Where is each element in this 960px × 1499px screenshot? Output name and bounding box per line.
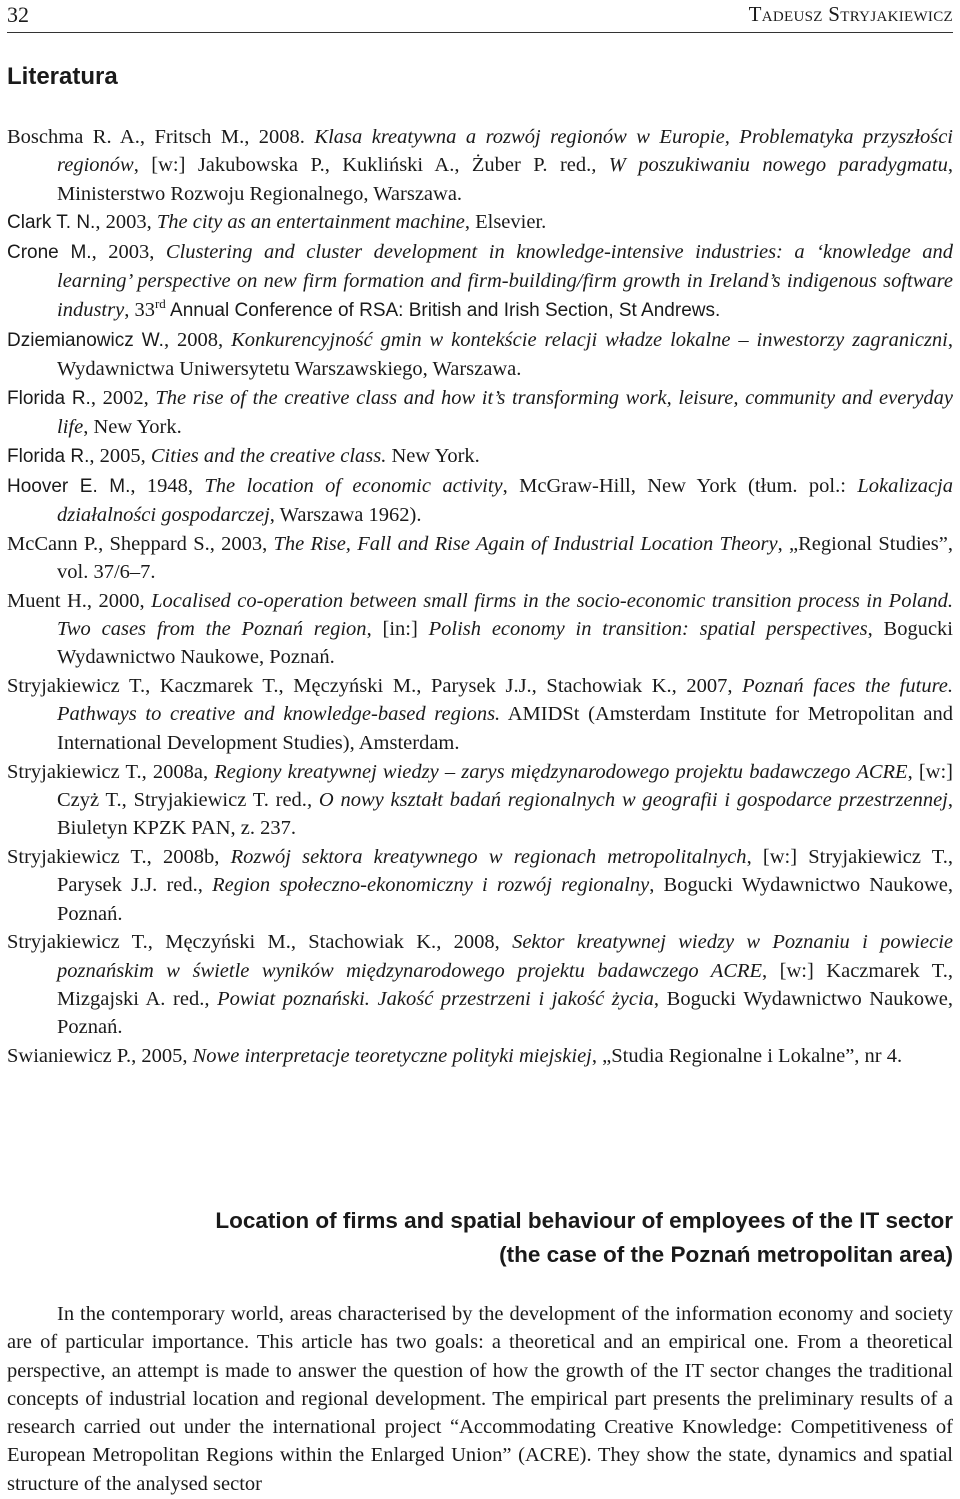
- reference-segment: Stryjakiewicz T., Kaczmarek T., Męczyński M., Parysek J.J., Stachowiak K.: [7, 675, 672, 698]
- ref-boschma: [7, 123, 953, 208]
- ref-florida-2002: [7, 384, 953, 442]
- reference-segment: Regiony kreatywnej wiedzy – zarys międzynarodowego projektu badawczego ACRE: [214, 760, 908, 783]
- reference-segment: The rise of the creative class and how it’s transforming work, leisure, community and everyday life: [57, 386, 954, 438]
- reference-segment: Localised co-operation between small firms in the socio-economic transition process in Poland. Two cases from the Poznań region: [57, 589, 954, 641]
- reference-segment: , 2005,: [131, 1045, 193, 1067]
- reference-segment: , 2003,: [91, 241, 166, 264]
- reference-segment: The city as an entertainment machine: [156, 211, 465, 234]
- reference-segment: , 2002,: [90, 386, 156, 409]
- reference-segment: Crone M.: [7, 242, 92, 264]
- reference-segment: Stryjakiewicz T., Męczyński M., Stachowiak K.: [7, 931, 437, 954]
- reference-segment: , 2008a,: [141, 760, 215, 783]
- reference-segment: , 33: [124, 298, 155, 321]
- reference-segment: Clark T. N.: [7, 212, 96, 234]
- ref-crone: [7, 238, 953, 325]
- ref-swianiewicz: [7, 1042, 953, 1070]
- page-number: 32: [7, 2, 29, 27]
- ref-stryjakiewicz-2008c: [7, 928, 953, 1041]
- reference-segment: Konkurencyjność gmin w kontekście relacji władze lokalne – inwestorzy zagraniczni: [231, 328, 948, 351]
- reference-segment: , [w:] Stryjakiewicz T., Parysek J.J. red.: [57, 845, 954, 897]
- reference-segment: , 2000,: [86, 589, 152, 612]
- ref-florida-2005: [7, 442, 953, 471]
- ref-stryjakiewicz-2008b: [7, 843, 953, 928]
- page-header: [7, 0, 953, 33]
- reference-segment: , [w:] Czyż T., Stryjakiewicz T. red.: [57, 760, 954, 811]
- reference-segment: , 2008,: [436, 931, 513, 954]
- reference-segment: Stryjakiewicz T.: [7, 845, 147, 868]
- reference-segment: , [w:] Kaczmarek T., Mizgajski A. red.: [57, 959, 954, 1010]
- reference-segment: Swianiewicz P.: [7, 1045, 132, 1067]
- reference-segment: Florida R.: [7, 445, 90, 467]
- reference-segment: Hoover E. M.: [7, 475, 131, 497]
- reference-segment: , Ministerstwo Rozwoju Regionalnego, Warszawa.: [57, 154, 953, 205]
- ref-stryjakiewicz-2007: [7, 672, 953, 757]
- reference-segment: Rozwój sektora kreatywnego w regionach metropolitalnych: [230, 845, 747, 868]
- abstract-title: [7, 1204, 953, 1272]
- section-title: Literatura: [7, 63, 118, 90]
- running-head-author: Tadeusz Stryjakiewicz: [748, 2, 953, 26]
- reference-segment: Stryjakiewicz T.: [7, 760, 142, 783]
- ref-stryjakiewicz-2008a: [7, 758, 953, 843]
- abstract-title-line2: (the case of the Poznań metropolitan area): [499, 1242, 953, 1267]
- reference-segment: , Elsevier.: [464, 211, 547, 234]
- reference-segment: , 2007,: [671, 675, 743, 698]
- reference-segment: , 1948,: [130, 474, 205, 497]
- reference-segment: The location of economic activity: [204, 474, 503, 497]
- reference-segment: , 2008,: [163, 328, 232, 351]
- reference-segment: , Powiat poznański. Jakość przestrzeni i jakość życia: [204, 987, 654, 1010]
- reference-segment: , Wydawnictwa Uniwersytetu Warszawskiego, Warszawa.: [57, 328, 953, 380]
- reference-segment: Dziemianowicz W.: [7, 329, 164, 351]
- reference-segment: , Bogucki Wydawnictwo Naukowe, Poznań.: [57, 874, 953, 925]
- reference-segment: , W poszukiwaniu nowego paradygmatu: [591, 154, 948, 177]
- reference-segment: , 2003,: [209, 532, 274, 555]
- reference-segment: Nowe interpretacje teoretyczne polityki miejskiej: [192, 1045, 592, 1067]
- abstract-text: In the contemporary world, areas characterised by the development of the information economy and society are of particular importance. This article has two goals: a theoretical and an empirical one. From a theoretical perspective, an attempt is made to answer the question of how the growth of the IT sector changes the traditional concepts of industrial location and regional development. The empirical part presents the preliminary results of a research carried out under the international project “Accommodating Creative Knowledge: Competitiveness of European Metropolitan Regions within the Enlarged Union” (ACRE). They show the state, dynamics and spatial structure of the analysed sector: [7, 1303, 953, 1495]
- reference-segment: Klasa kreatywna a rozwój regionów w Europie, Problematyka przyszłości regionów: [57, 126, 953, 177]
- reference-segment: , New York.: [83, 415, 182, 438]
- reference-segment: , 2003,: [95, 211, 157, 234]
- reference-segment: , [in:]: [366, 618, 429, 641]
- reference-segment: The Rise, Fall and Rise Again of Industrial Location Theory: [273, 532, 778, 555]
- reference-segment: , Biuletyn KPZK PAN, z. 237.: [57, 788, 953, 840]
- ref-hoover: [7, 472, 953, 530]
- reference-segment: , Bogucki Wydawnictwo Naukowe, Poznań.: [57, 987, 953, 1039]
- abstract-title-line1: Location of firms and spatial behaviour of employees of the IT sector: [215, 1208, 953, 1233]
- reference-segment: , McGraw-Hill, New York (tłum. pol.:: [502, 474, 858, 497]
- reference-list: [7, 123, 953, 1070]
- reference-segment: , O nowy kształt badań regionalnych w geografii i gospodarce przestrzennej: [306, 788, 948, 811]
- ref-dziemianowicz: [7, 326, 953, 384]
- reference-segment: , 2005,: [89, 444, 151, 467]
- reference-segment: Muent H.: [7, 589, 87, 612]
- reference-segment: , 2008b,: [146, 845, 231, 868]
- reference-segment: Annual Conference of RSA: British and Irish Section, St Andrews.: [165, 299, 721, 321]
- reference-segment: Polish economy in transition: spatial perspectives: [428, 618, 868, 641]
- reference-segment: Sektor kreatywnej wiedzy w Poznaniu i powiecie poznańskim w świetle wyników międzynarodowego projektu badawczego ACRE: [57, 931, 954, 982]
- ref-muent: [7, 587, 953, 672]
- reference-segment: , „Regional Studies”, vol. 37/6–7.: [57, 532, 953, 583]
- ref-mccann: [7, 530, 953, 587]
- reference-segment: McCann P., Sheppard S.: [7, 532, 210, 555]
- reference-segment: rd: [154, 295, 166, 311]
- reference-segment: Clustering and cluster development in knowledge-intensive industries: a ‘knowledge and learning’ perspective on new firm formation and firm-building/firm growth in Ireland’s indigenous software industry: [57, 241, 954, 321]
- reference-segment: , „Studia Regionalne i Lokalne”, nr 4.: [591, 1045, 903, 1067]
- ref-clark: [7, 208, 953, 237]
- reference-segment: Lokalizacja działalności gospodarczej: [57, 474, 953, 526]
- reference-segment: Boschma R. A., Fritsch M., 2008.: [7, 126, 315, 148]
- reference-segment: AMIDSt (Amsterdam Institute for Metropolitan and International Development Studies), Amsterdam.: [57, 703, 953, 754]
- reference-segment: , [w:] Jakubowska P., Kukliński A., Żuber P. red.: [133, 154, 592, 177]
- reference-segment: Florida R.: [7, 387, 91, 409]
- reference-segment: , Region społeczno-ekonomiczny i rozwój regionalny: [197, 874, 650, 897]
- reference-segment: , Bogucki Wydawnictwo Naukowe, Poznań.: [57, 618, 954, 669]
- reference-segment: , Warszawa 1962).: [269, 503, 422, 526]
- reference-segment: Poznań faces the future. Pathways to creative and knowledge-based regions.: [57, 675, 954, 726]
- reference-segment: New York.: [386, 444, 480, 467]
- reference-segment: Cities and the creative class.: [150, 444, 387, 467]
